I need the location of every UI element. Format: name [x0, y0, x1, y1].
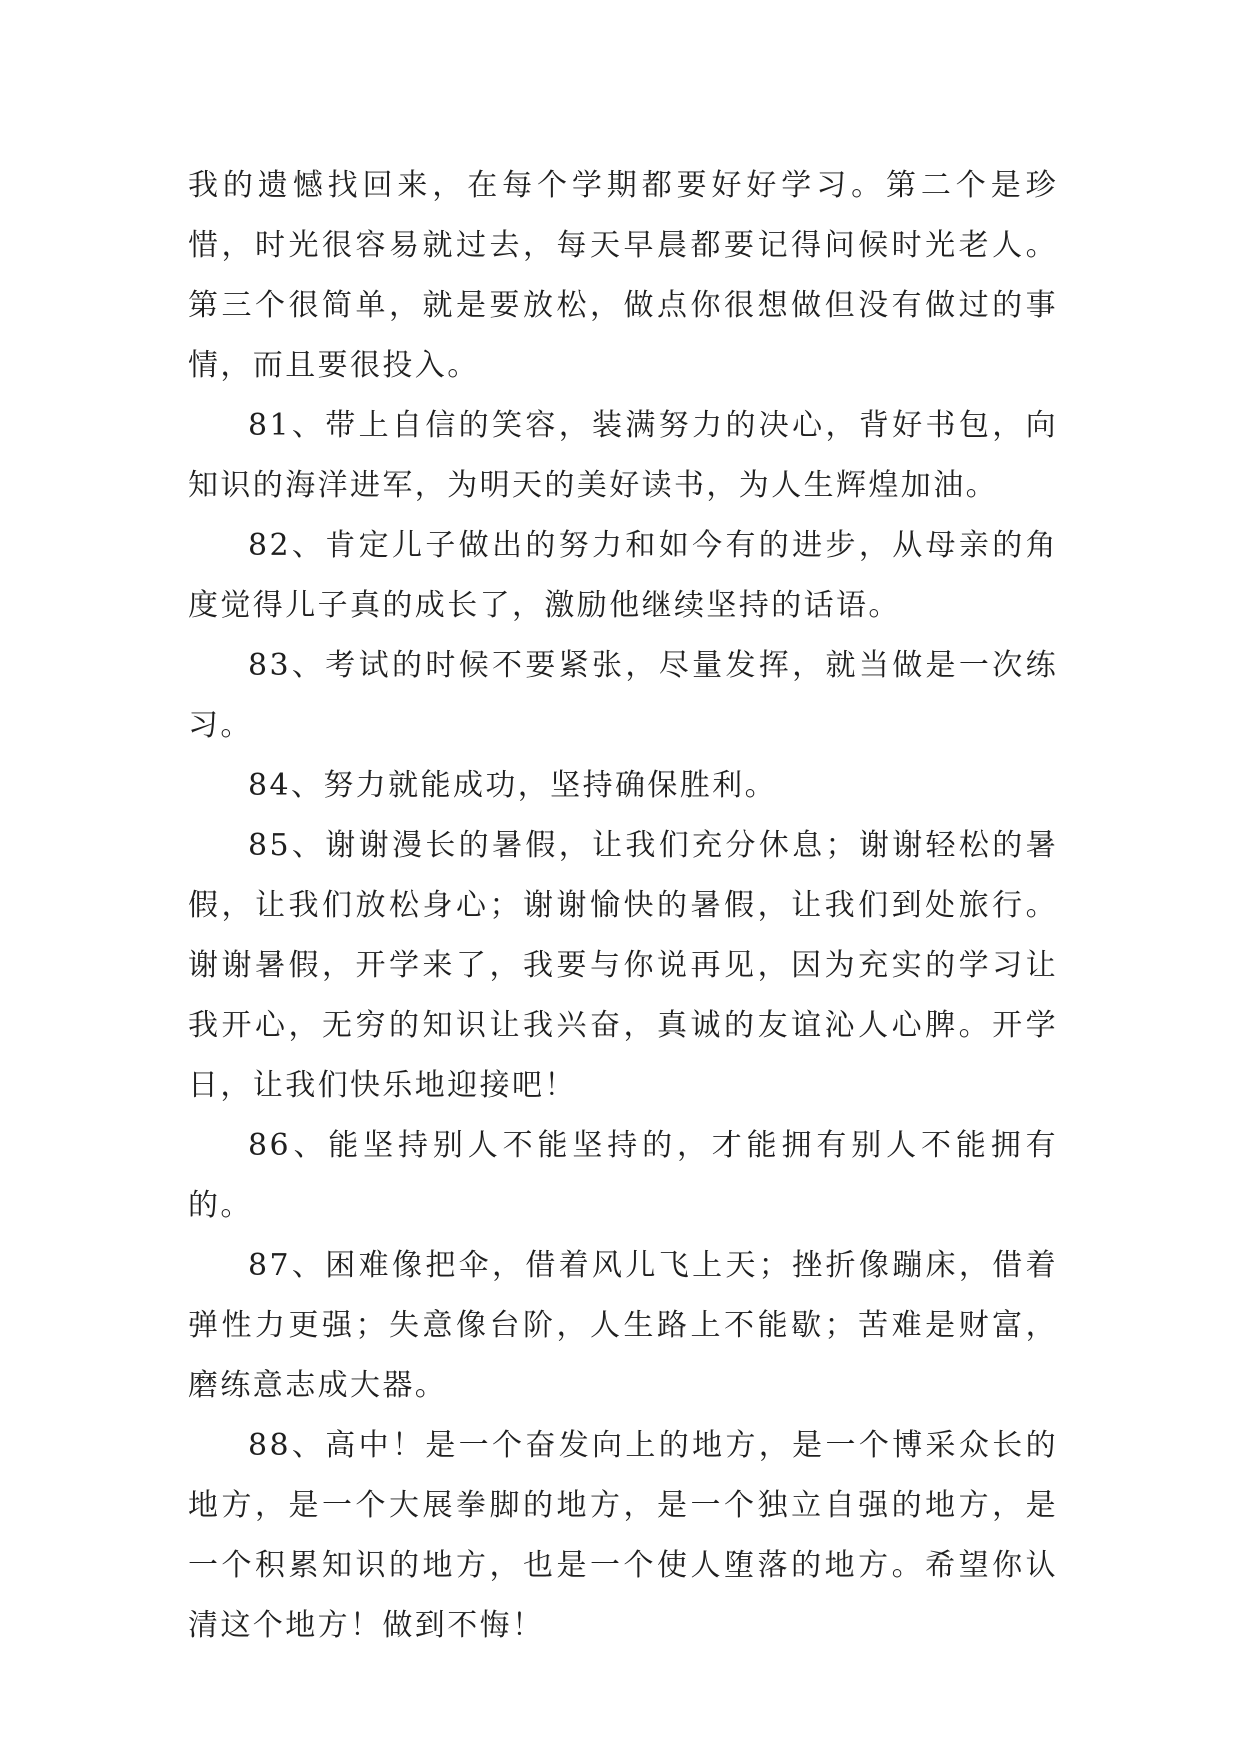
paragraph-88: 88、高中！是一个奋发向上的地方，是一个博采众长的地方，是一个大展拳脚的地方，是一个独立自强的地方，是一个积累知识的地方，也是一个使人堕落的地方。希望你认清这个地方！做到不悔！ [188, 1428, 1058, 1643]
document-body [188, 156, 1058, 1656]
paragraph-85: 85、谢谢漫长的暑假，让我们充分休息；谢谢轻松的暑假，让我们放松身心；谢谢愉快的暑假，让我们到处旅行。谢谢暑假，开学来了，我要与你说再见，因为充实的学习让我开心，无穷的知识让我兴奋，真诚的友谊沁人心脾。开学日，让我们快乐地迎接吧！ [188, 828, 1058, 1103]
paragraph-84: 84、努力就能成功，坚持确保胜利。 [248, 768, 777, 803]
paragraph-83: 83、考试的时候不要紧张，尽量发挥，就当做是一次练习。 [188, 648, 1058, 743]
paragraph-continuation: 我的遗憾找回来，在每个学期都要好好学习。第二个是珍惜，时光很容易就过去，每天早晨都要记得问候时光老人。第三个很简单，就是要放松，做点你很想做但没有做过的事情，而且要很投入。 [188, 168, 1058, 383]
paragraph-87: 87、困难像把伞，借着风儿飞上天；挫折像蹦床，借着弹性力更强；失意像台阶，人生路上不能歇；苦难是财富，磨练意志成大器。 [188, 1248, 1058, 1403]
paragraph-82: 82、肯定儿子做出的努力和如今有的进步，从母亲的角度觉得儿子真的成长了，激励他继续坚持的话语。 [188, 528, 1058, 623]
paragraph-86: 86、能坚持别人不能坚持的，才能拥有别人不能拥有的。 [188, 1128, 1058, 1223]
paragraph-81: 81、带上自信的笑容，装满努力的决心，背好书包，向知识的海洋进军，为明天的美好读书，为人生辉煌加油。 [188, 408, 1058, 503]
